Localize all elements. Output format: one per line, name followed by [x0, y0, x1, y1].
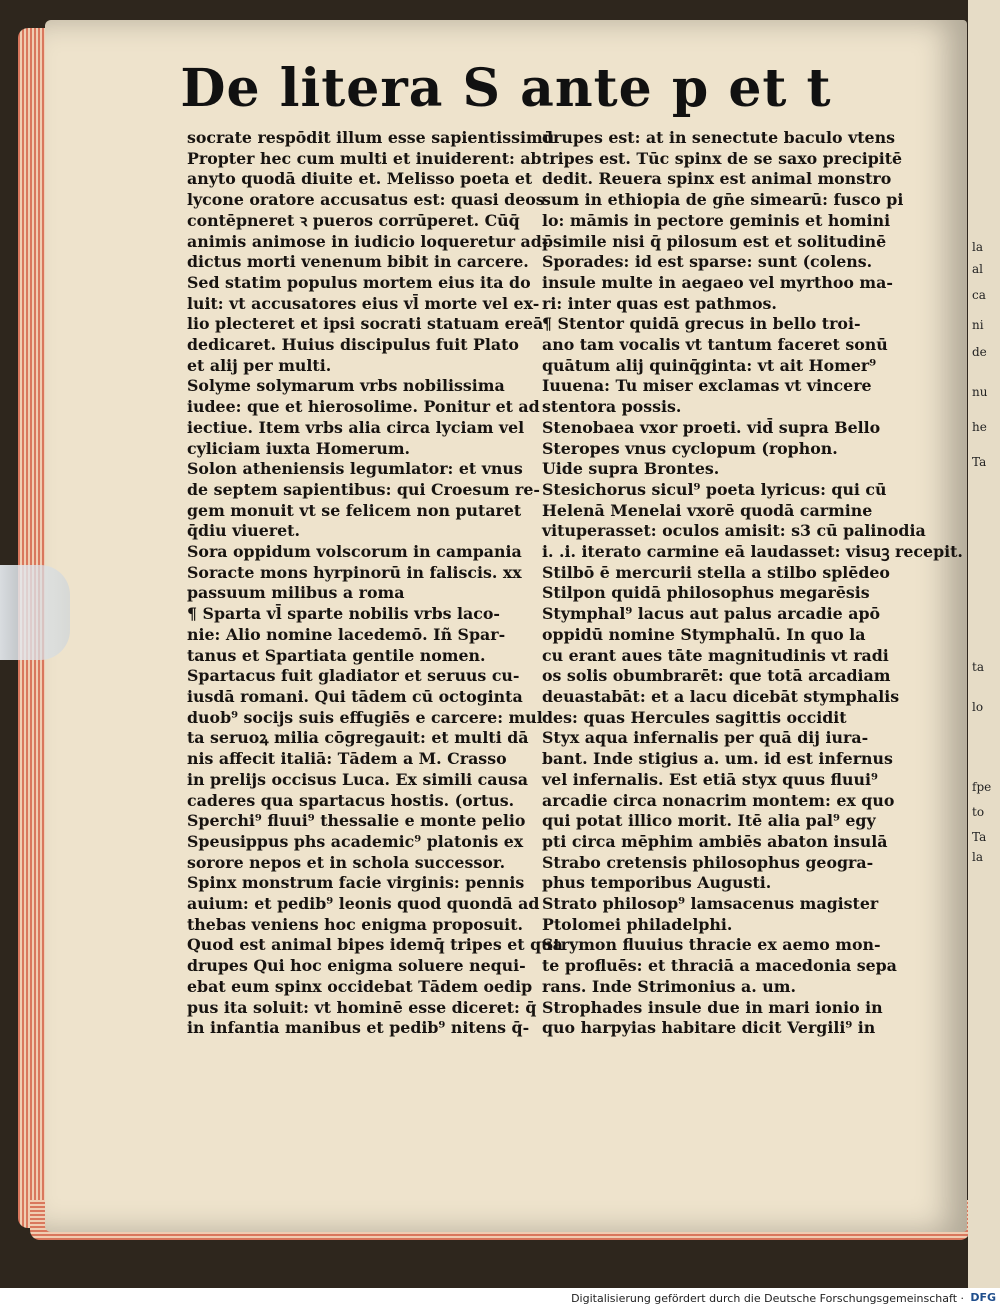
text-line: Helenā Menelai vxorē quodā carmine	[542, 500, 873, 520]
text-line: insule multe in aegaeo vel myrthoo ma-	[542, 272, 893, 292]
text-line: anyto quodā diuite et. Melisso poeta et	[187, 169, 533, 189]
text-line: thebas veniens hoc enigma proposuit.	[187, 914, 523, 934]
text-line: pti circa mēphim ambiēs abaton insulā	[542, 831, 888, 851]
text-line: iusdā romani. Qui tādem cū octoginta	[187, 686, 523, 706]
text-line: quātum alij quinq̄ginta: vt ait Homer⁹	[542, 355, 877, 375]
dfg-logo: DFG	[970, 1291, 996, 1304]
text-line: drupes Qui hoc enigma soluere nequi-	[187, 956, 526, 976]
text-line: gem monuit vt se felicem non putaret	[187, 500, 522, 520]
text-line: passuum milibus a roma	[187, 583, 405, 603]
adjacent-page-fragment: Ta	[972, 830, 987, 844]
text-line: sorore nepos et in schola successor.	[187, 852, 506, 872]
text-line: arcadie circa nonacrim montem: ex quo	[542, 790, 895, 810]
text-line: p̄simile nisi q̄ pilosum est et solitudinē	[542, 231, 887, 251]
adjacent-page	[968, 0, 1000, 1288]
text-line: duob⁹ socijs suis effugiēs e carcere: mul	[187, 707, 543, 727]
adjacent-page-fragment: ca	[972, 288, 986, 302]
text-line: tanus et Spartiata gentile nomen.	[187, 645, 486, 665]
text-line: in prelijs occisus Luca. Ex simili causa	[187, 769, 529, 789]
text-line: Stilpon quidā philosophus megarēsis	[542, 583, 870, 603]
text-line: ta seruoꝝ milia cōgregauit: et multi dā	[187, 728, 529, 748]
text-line: Strabo cretensis philosophus geogra-	[542, 852, 874, 872]
text-line: Styx aqua infernalis per quā dij iura-	[542, 728, 869, 748]
page-clip	[0, 565, 70, 660]
text-line: deuastabāt: et a lacu dicebāt stymphalis	[542, 686, 900, 706]
text-line: Stenobaea vxor proeti. vid̄ supra Bello	[542, 417, 881, 437]
text-line: drupes est: at in senectute baculo vtens	[542, 128, 895, 147]
text-line: ri: inter quas est pathmos.	[542, 293, 777, 313]
text-line: Soracte mons hyrpinorū in faliscis. xx	[187, 562, 522, 582]
text-line: phus temporibus Augusti.	[542, 873, 772, 893]
text-line: Quod est animal bipes idemq̄ tripes et qua	[187, 935, 563, 955]
text-line: dictus morti venenum bibit in carcere.	[187, 252, 529, 272]
text-line: Strophades insule due in mari ionio in	[542, 997, 883, 1017]
text-line: pus ita soluit: vt hominē esse diceret: q̄	[187, 997, 537, 1017]
adjacent-page-fragment: la	[972, 850, 983, 864]
text-line: luit: vt accusatores eius vl̄ morte vel ex-	[187, 293, 540, 313]
text-line: Uide supra Brontes.	[542, 459, 720, 479]
text-line: Sperchi⁹ fluui⁹ thessalie e monte pelio	[187, 811, 526, 831]
text-line: vel infernalis. Est etiā styx quus fluui⁹	[542, 769, 878, 789]
text-line: lio plecteret et ipsi socrati statuam ereā	[187, 314, 544, 334]
text-line: te profluēs: et thraciā a macedonia sepa	[542, 956, 897, 976]
text-line: Solon atheniensis legumlator: et vnus	[187, 459, 523, 479]
text-line: Strymon fluuius thracie ex aemo mon-	[542, 935, 881, 955]
text-line: quo harpyias habitare dicit Vergili⁹ in	[542, 1018, 876, 1038]
text-line: qui potat illico morit. Itē alia pal⁹ egy	[542, 811, 876, 831]
text-line: cu erant aues tāte magnitudinis vt radi	[542, 645, 889, 665]
text-line: caderes qua spartacus hostis. (ortus.	[187, 790, 515, 810]
text-line: dedit. Reuera spinx est animal monstro	[542, 169, 892, 189]
text-line: Ptolomei philadelphi.	[542, 914, 733, 934]
text-line: oppidū nomine Stymphalū. In quo la	[542, 624, 866, 644]
text-line: des: quas Hercules sagittis occidit	[542, 707, 847, 727]
text-line: Sed statim populus mortem eius ita do	[187, 272, 531, 292]
text-line: bant. Inde stigius a. um. id est infernus	[542, 749, 893, 769]
adjacent-page-fragment: fpe	[972, 780, 992, 794]
text-line: iudee: que et hierosolime. Ponitur et ad	[187, 397, 540, 417]
text-line: nis affecit italiā: Tādem a M. Crasso	[187, 749, 507, 769]
text-line: Stesichorus sicul⁹ poeta lyricus: qui cū	[542, 479, 887, 499]
text-line: sum in ethiopia de gn̄e simearū: fusco pi	[542, 190, 904, 210]
left-text-column	[187, 128, 563, 1039]
text-line: et alij per multi.	[187, 355, 332, 375]
text-line: ¶ Stentor quidā grecus in bello troi-	[542, 314, 861, 334]
text-line: stentora possis.	[542, 397, 682, 417]
text-line: auium: et pedib⁹ leonis quod quondā ad	[187, 894, 540, 914]
text-line: tripes est. Tūc spinx de se saxo precipitē	[542, 148, 903, 168]
text-line: ebat eum spinx occidebat Tādem oedip	[187, 976, 533, 996]
text-line: q̄diu viueret.	[187, 521, 300, 541]
adjacent-page-fragment: ta	[972, 660, 984, 674]
adjacent-page-fragment: de	[972, 345, 987, 359]
text-line: Stilbō ē mercurii stella a stilbo splēdeo	[542, 562, 890, 582]
adjacent-page-fragment: he	[972, 420, 987, 434]
text-line: nie: Alio nomine lacedemō. Iñ Spar-	[187, 624, 506, 644]
text-line: Spinx monstrum facie virginis: pennis	[187, 873, 525, 893]
footer-bar	[0, 1288, 1000, 1310]
text-line: Spartacus fuit gladiator et seruus cu-	[187, 666, 520, 686]
adjacent-page-fragment: al	[972, 262, 983, 276]
text-line: in infantia manibus et pedib⁹ nitens q̄-	[187, 1018, 530, 1038]
text-line: lo: māmis in pectore geminis et homini	[542, 210, 891, 230]
adjacent-page-fragment: la	[972, 240, 983, 254]
text-line: iectiue. Item vrbs alia circa lyciam vel	[187, 417, 525, 437]
adjacent-page-fragment: Ta	[972, 455, 987, 469]
text-line: socrate respōdit illum esse sapientissimū	[187, 128, 555, 147]
text-line: de septem sapientibus: qui Croesum re-	[187, 479, 540, 499]
text-line: animis animose in iudicio loqueretur ad-	[187, 231, 549, 251]
text-line: ano tam vocalis vt tantum faceret sonū	[542, 335, 888, 355]
text-line: Stymphal⁹ lacus aut palus arcadie apō	[542, 604, 881, 624]
adjacent-page-fragment: to	[972, 805, 985, 819]
adjacent-page-fragment: lo	[972, 700, 984, 714]
text-line: lycone oratore accusatus est: quasi deos	[187, 190, 545, 210]
text-line: i. .i. iterato carmine eā laudasset: visuꝫ recepit.	[542, 542, 963, 562]
text-line: rans. Inde Strimonius a. um.	[542, 976, 796, 996]
text-line: Sora oppidum volscorum in campania	[187, 542, 522, 562]
text-line: Strato philosop⁹ lamsacenus magister	[542, 894, 879, 914]
adjacent-page-fragment: nu	[972, 385, 988, 399]
text-line: ¶ Sparta vl̄ sparte nobilis vrbs laco-	[187, 604, 500, 624]
text-line: Speusippus phs academic⁹ platonis ex	[187, 831, 524, 851]
right-text-column	[542, 128, 963, 1039]
text-line: Sporades: id est sparse: sunt (colens.	[542, 252, 873, 272]
page-header: De litera S ante p et t	[180, 58, 832, 119]
text-line: cyliciam iuxta Homerum.	[187, 438, 411, 458]
footer-credit: Digitalisierung gefördert durch die Deutsche Forschungsgemeinschaft ·	[571, 1292, 964, 1305]
text-line: Solyme solymarum vrbs nobilissima	[187, 376, 505, 396]
adjacent-page-fragment: ni	[972, 318, 984, 332]
text-line: vituperasset: oculos amisit: s3 cū palinodia	[542, 521, 926, 541]
book-page	[45, 20, 967, 1232]
text-line: contēpneret ꝛ pueros corrūperet. Cūq̄	[187, 210, 520, 230]
text-line: Propter hec cum multi et inuiderent: ab	[187, 148, 542, 168]
text-line: Steropes vnus cyclopum (rophon.	[542, 438, 838, 458]
text-line: dedicaret. Huius discipulus fuit Plato	[187, 335, 519, 355]
text-line: os solis obumbrarēt: que totā arcadiam	[542, 666, 891, 686]
text-line: Iuuena: Tu miser exclamas vt vincere	[542, 376, 872, 396]
